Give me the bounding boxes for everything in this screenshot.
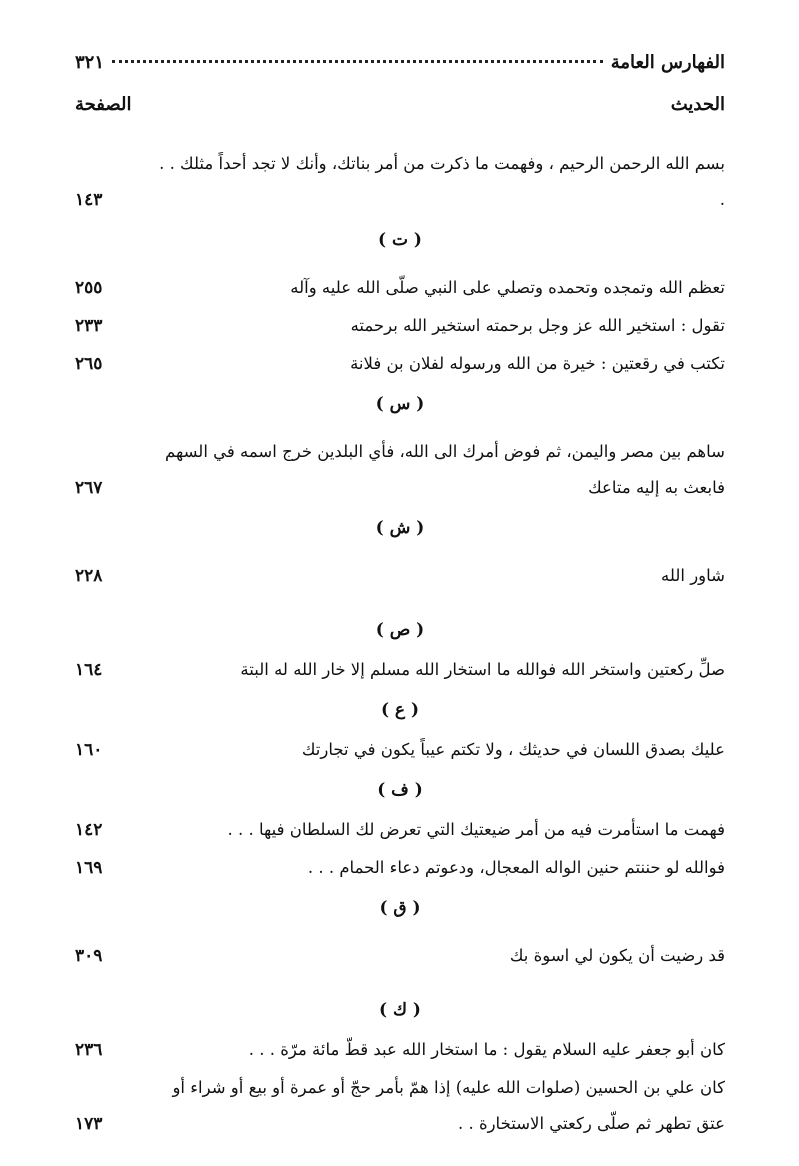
index-entry (75, 346, 725, 382)
index-entry (75, 558, 725, 594)
hadith-text: عليك بصدق اللسان في حديثك ، ولا تكتم عيباً يكون في تجارتك (301, 740, 725, 759)
index-page (75, 52, 725, 1144)
hadith-text: تكتب في رقعتين : خيرة من الله ورسوله لفلان بن فلانة (350, 354, 725, 373)
hadith-text: بسم الله الرحمن الرحيم ، وفهمت ما ذكرت من أمر بناتك، وأنك لا تجد أحداً مثلك . . . (159, 154, 725, 209)
section-letter: ( ع ) (380, 700, 420, 720)
hadith-text: كان علي بن الحسين (صلوات الله عليه) إذا همّ بأمر حجّ أو عمرة أو بيع أو شراء أو عتق تطهر ثم صلّى ركعتي الاستخارة . . (172, 1078, 725, 1133)
entry-page-number: ١٦٠ (75, 740, 103, 760)
index-entry (75, 270, 725, 306)
section-letter: ( س ) (375, 394, 425, 414)
section-letter: ( ش ) (375, 518, 425, 538)
entry-page-number: ١٦٤ (75, 660, 103, 680)
entry-page-number: ٢٦٥ (75, 354, 103, 374)
section-letter: ( ف ) (377, 780, 423, 800)
section-letter: ( ك ) (379, 1000, 421, 1020)
entry-page-number: ١٤٢ (75, 820, 103, 840)
index-entries (75, 146, 725, 1142)
entry-page-number: ٢٣٣ (75, 316, 103, 336)
index-entry (75, 146, 725, 218)
hadith-text: ساهم بين مصر واليمن، ثم فوض أمرك الى الله، فأي البلدين خرج اسمه في السهم فابعث به إليه متاعك (164, 442, 725, 497)
hadith-text: تقول : استخير الله عز وجل برحمته استخير الله برحمته (350, 316, 725, 335)
dot-leader (112, 60, 603, 63)
entry-page-number: ٢٦٧ (75, 478, 103, 498)
index-entry (75, 1070, 725, 1142)
index-entry (75, 850, 725, 886)
index-entry (75, 938, 725, 974)
hadith-text: كان أبو جعفر عليه السلام يقول : ما استخار الله عبد قطّ مائة مرّة . . . (248, 1040, 725, 1059)
entry-page-number: ٢٥٥ (75, 278, 103, 298)
column-headings (75, 94, 725, 140)
hadith-text: قد رضيت أن يكون لي اسوة بك (509, 946, 725, 965)
entry-page-number: ١٧٣ (75, 1114, 103, 1134)
hadith-column-heading: الحديث (670, 94, 725, 115)
section-letter: ( ق ) (379, 898, 421, 918)
hadith-text: شاور الله (661, 566, 725, 585)
entry-page-number: ١٦٩ (75, 858, 103, 878)
index-entry (75, 1032, 725, 1068)
page-column-heading: الصفحة (75, 94, 132, 115)
hadith-text: فهمت ما استأمرت فيه من أمر ضيعتيك التي تعرض لك السلطان فيها . . . (227, 820, 725, 839)
index-entry (75, 732, 725, 768)
page-number: ٣٢١ (75, 52, 105, 73)
entry-page-number: ٢٣٦ (75, 1040, 103, 1060)
entry-page-number: ٢٢٨ (75, 566, 103, 586)
section-letter: ( ت ) (378, 230, 422, 250)
hadith-text: فوالله لو حننتم حنين الواله المعجال، ودعوتم دعاء الحمام . . . (307, 858, 725, 877)
index-entry (75, 434, 725, 506)
section-letter: ( ص ) (375, 620, 425, 640)
running-head-title: الفهارس العامة (610, 52, 725, 73)
index-entry (75, 812, 725, 848)
entry-page-number: ٣٠٩ (75, 946, 103, 966)
entry-page-number: ١٤٣ (75, 190, 103, 210)
hadith-text: تعظم الله وتمجده وتحمده وتصلي على النبي صلّى الله عليه وآله (290, 278, 725, 297)
running-head (75, 52, 725, 86)
index-entry (75, 652, 725, 688)
hadith-text: صلِّ ركعتين واستخر الله فوالله ما استخار الله مسلم إلا خار الله له البتة (240, 660, 725, 679)
index-entry (75, 308, 725, 344)
